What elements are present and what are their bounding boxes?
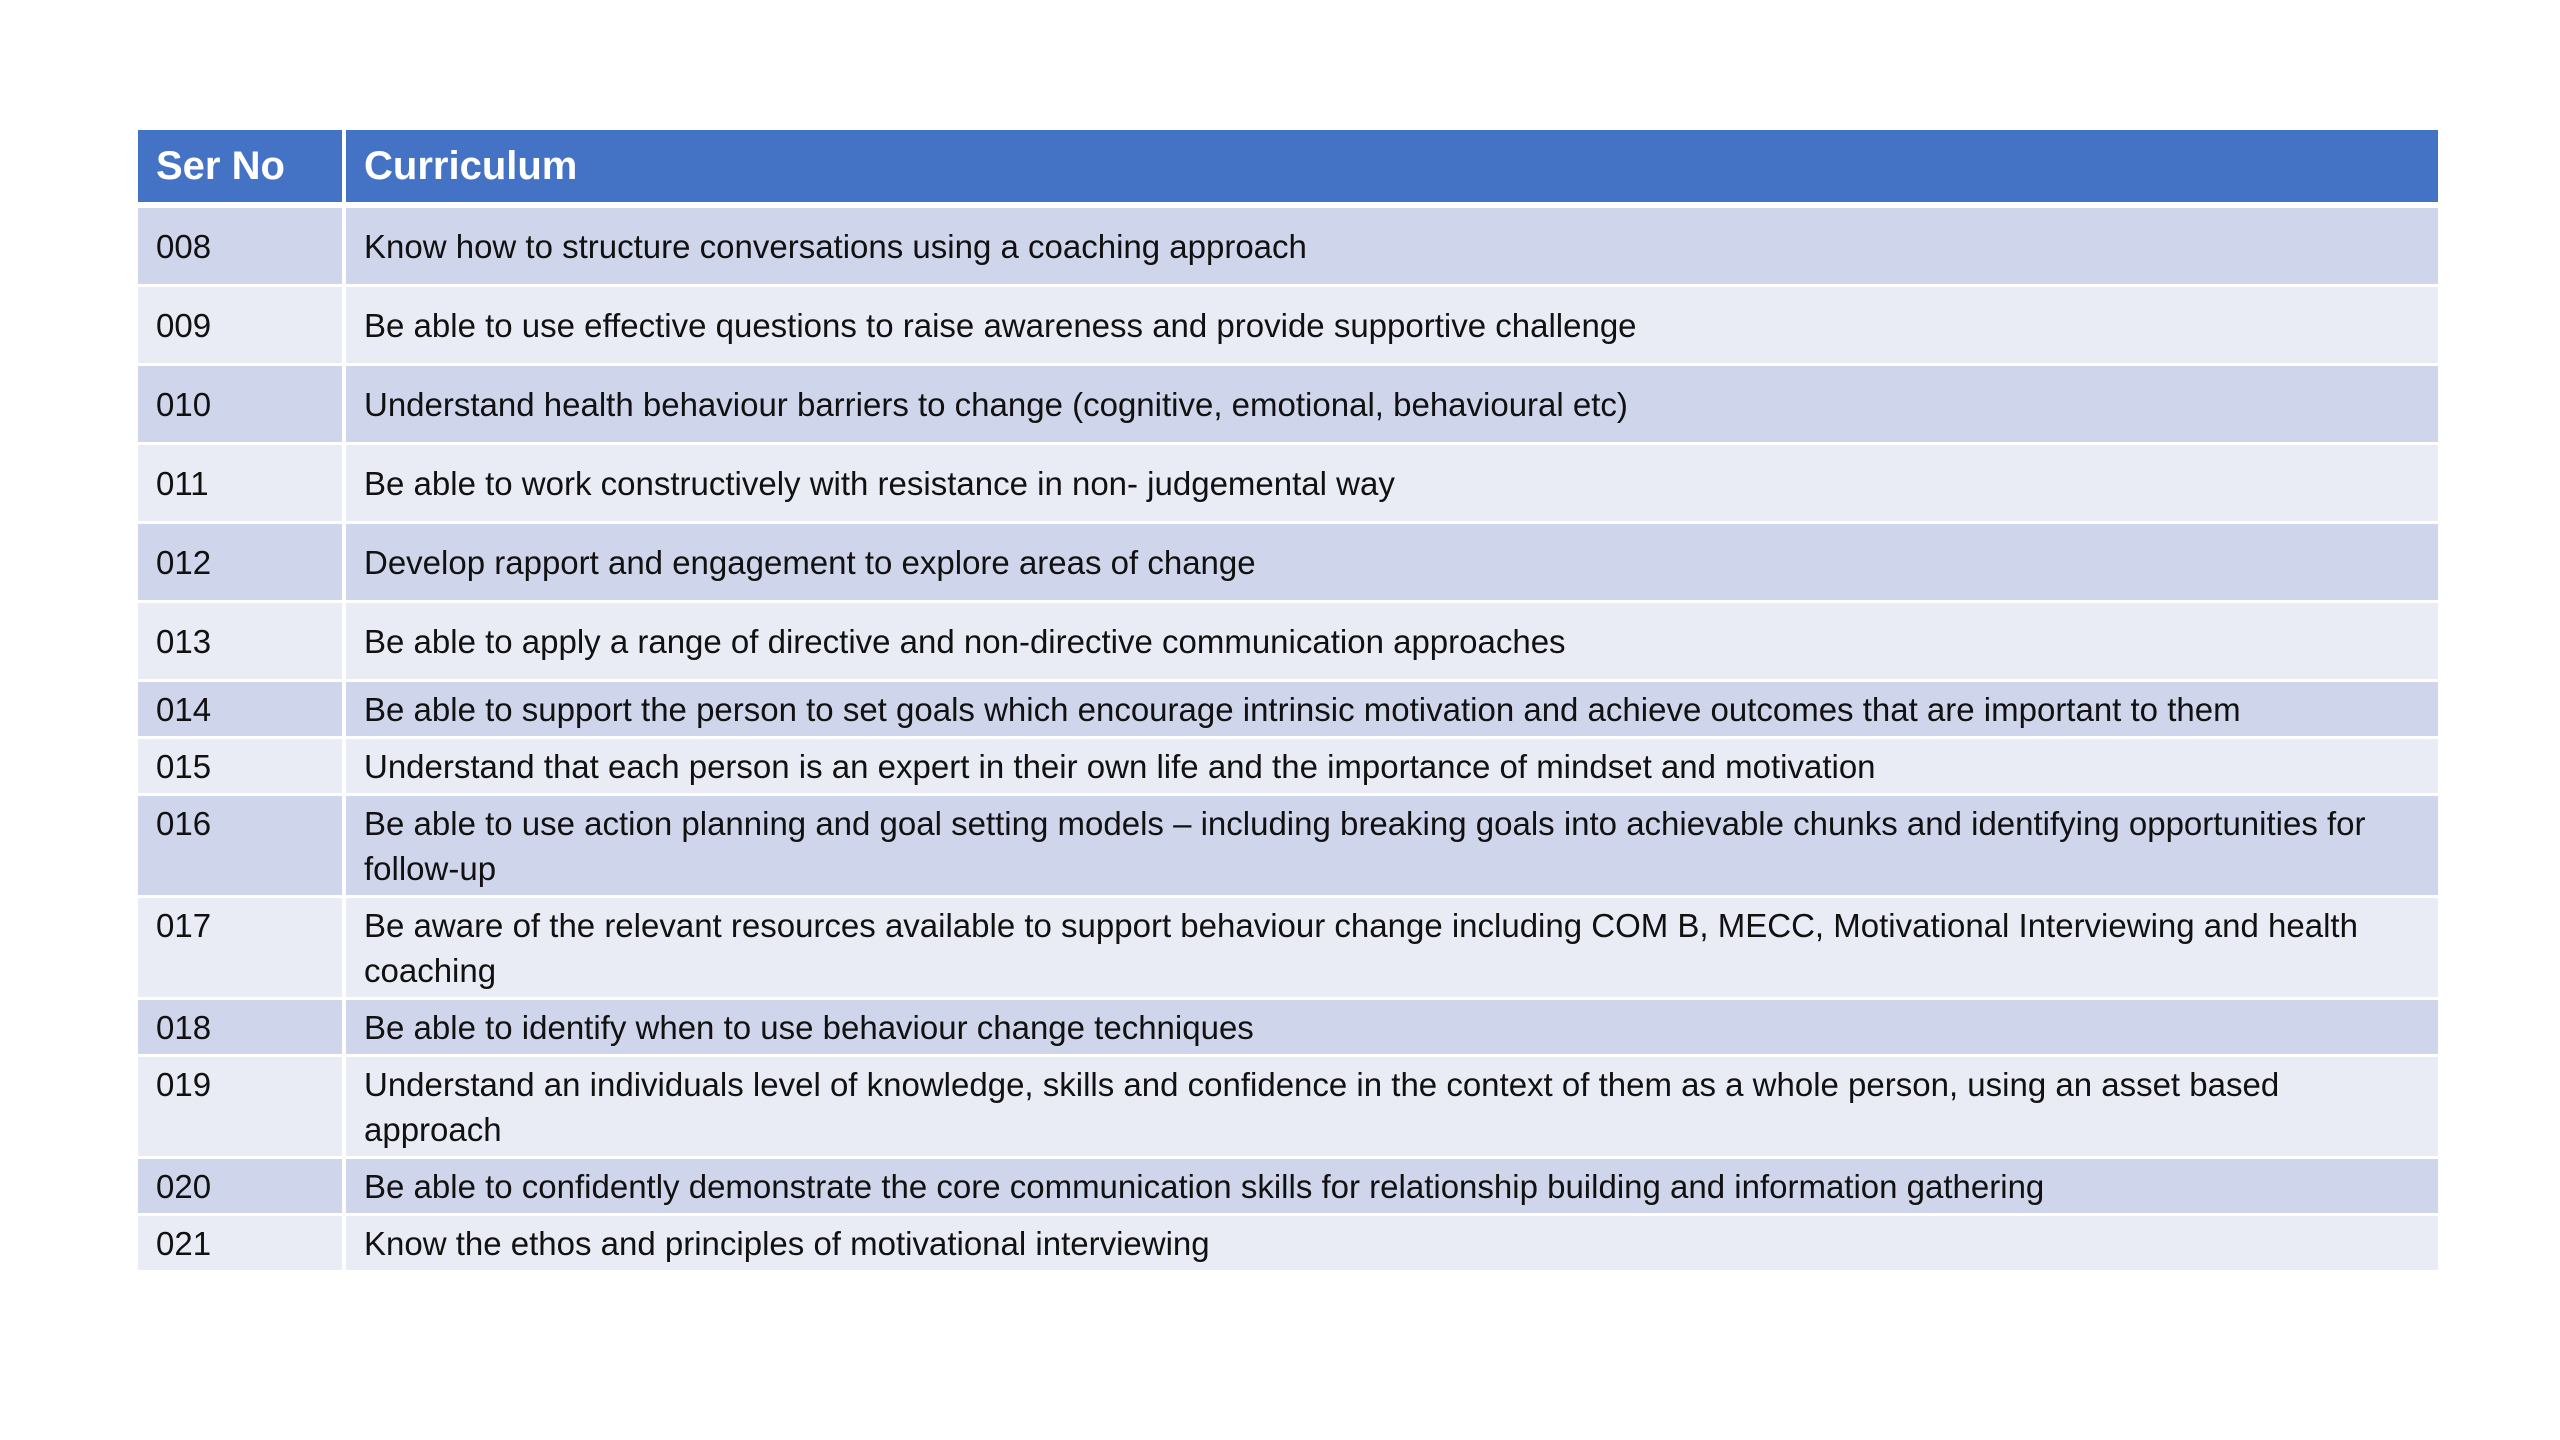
table-row <box>138 603 2438 682</box>
table-row <box>138 1000 2438 1057</box>
table-row <box>138 524 2438 603</box>
ser-no-cell: 010 <box>138 366 346 445</box>
header-ser-no: Ser No <box>138 130 346 208</box>
curriculum-cell: Understand that each person is an expert in their own life and the importance of mindset and motivation <box>346 739 2438 796</box>
ser-no-cell: 016 <box>138 796 346 898</box>
curriculum-cell: Be able to use action planning and goal setting models – including breaking goals into achievable chunks and identifying opportunities for follow-up <box>346 796 2438 898</box>
ser-no-cell: 018 <box>138 1000 346 1057</box>
ser-no-cell: 015 <box>138 739 346 796</box>
ser-no-cell: 014 <box>138 682 346 739</box>
ser-no-cell: 019 <box>138 1057 346 1159</box>
ser-no-cell: 011 <box>138 445 346 524</box>
ser-no-cell: 008 <box>138 208 346 287</box>
curriculum-table <box>138 130 2438 1273</box>
table-row <box>138 445 2438 524</box>
ser-no-cell: 013 <box>138 603 346 682</box>
curriculum-cell: Be able to apply a range of directive and non-directive communication approaches <box>346 603 2438 682</box>
table-row <box>138 1159 2438 1216</box>
ser-no-cell: 020 <box>138 1159 346 1216</box>
curriculum-cell: Understand an individuals level of knowledge, skills and confidence in the context of them as a whole person, using an asset based approach <box>346 1057 2438 1159</box>
ser-no-cell: 012 <box>138 524 346 603</box>
curriculum-cell: Be able to work constructively with resistance in non- judgemental way <box>346 445 2438 524</box>
header-curriculum: Curriculum <box>346 130 2438 208</box>
ser-no-cell: 021 <box>138 1216 346 1273</box>
table-row <box>138 1216 2438 1273</box>
table-header <box>138 130 2438 208</box>
curriculum-cell: Know how to structure conversations using a coaching approach <box>346 208 2438 287</box>
curriculum-cell: Develop rapport and engagement to explore areas of change <box>346 524 2438 603</box>
curriculum-cell: Be able to use effective questions to raise awareness and provide supportive challenge <box>346 287 2438 366</box>
table-row <box>138 208 2438 287</box>
table-row <box>138 682 2438 739</box>
curriculum-cell: Be able to identify when to use behaviour change techniques <box>346 1000 2438 1057</box>
table-row <box>138 366 2438 445</box>
ser-no-cell: 009 <box>138 287 346 366</box>
curriculum-cell: Understand health behaviour barriers to change (cognitive, emotional, behavioural etc) <box>346 366 2438 445</box>
table-body <box>138 208 2438 1273</box>
ser-no-cell: 017 <box>138 898 346 1000</box>
header-row <box>138 130 2438 208</box>
table-row <box>138 898 2438 1000</box>
table-row <box>138 739 2438 796</box>
curriculum-cell: Be aware of the relevant resources available to support behaviour change including COM B, MECC, Motivational Interviewing and health coaching <box>346 898 2438 1000</box>
curriculum-cell: Know the ethos and principles of motivational interviewing <box>346 1216 2438 1273</box>
curriculum-table-container <box>138 130 2438 1273</box>
table-row <box>138 1057 2438 1159</box>
curriculum-cell: Be able to support the person to set goals which encourage intrinsic motivation and achieve outcomes that are important to them <box>346 682 2438 739</box>
curriculum-cell: Be able to confidently demonstrate the core communication skills for relationship building and information gathering <box>346 1159 2438 1216</box>
table-row <box>138 796 2438 898</box>
table-row <box>138 287 2438 366</box>
